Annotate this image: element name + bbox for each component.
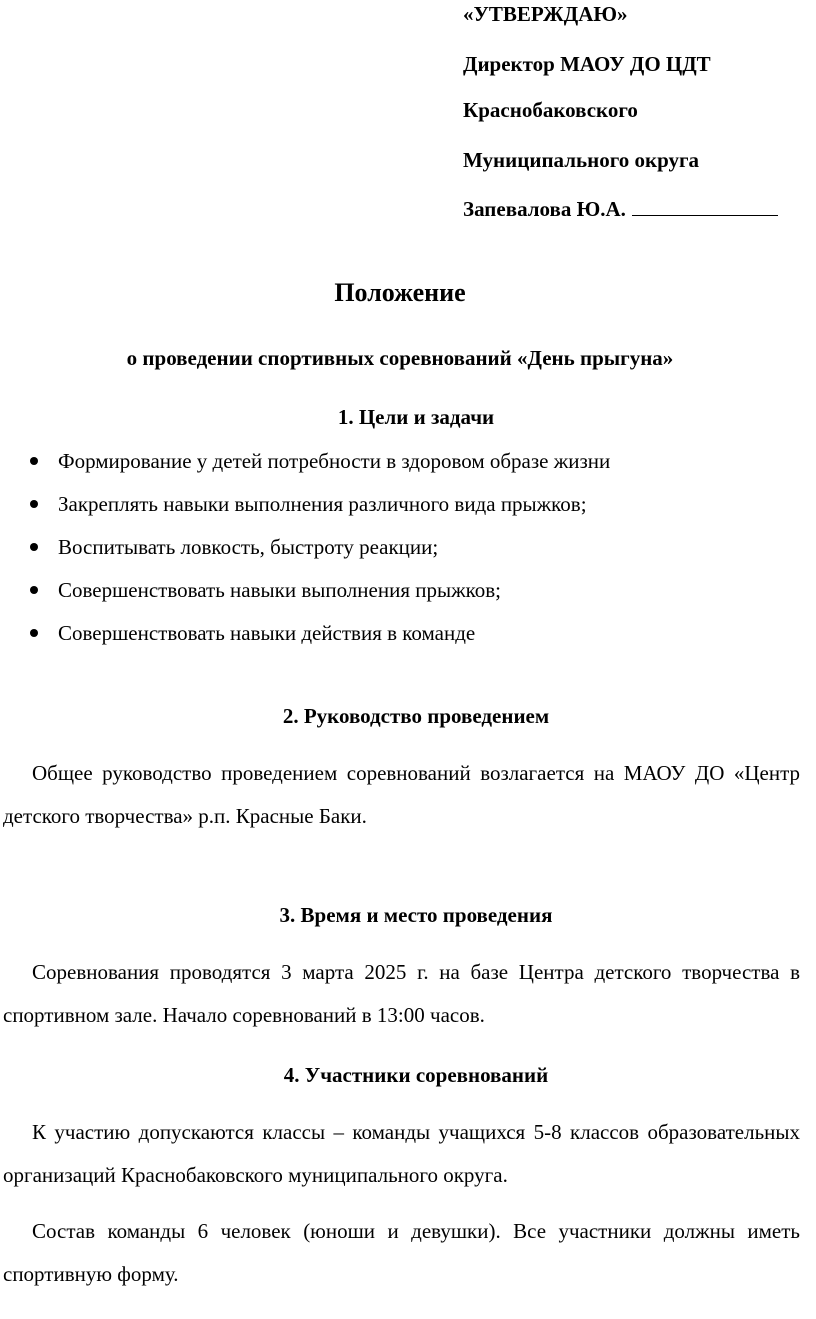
approval-stamp: «УТВЕРЖДАЮ» bbox=[463, 2, 628, 26]
approval-signatory: Запевалова Ю.А. bbox=[463, 197, 626, 221]
bullet-icon bbox=[30, 586, 38, 594]
list-item: Воспитывать ловкость, быстроту реакции; bbox=[30, 535, 438, 560]
paragraph-time-place: Соревнования проводятся 3 марта 2025 г. на базе Центра детского творчества в спортивном зале. Начало соревнований в 13:00 часов. bbox=[3, 960, 800, 1027]
approval-position: Директор МАОУ ДО ЦДТ bbox=[463, 52, 711, 76]
list-item: Совершенствовать навыки выполнения прыжков; bbox=[30, 578, 501, 603]
bullet-icon bbox=[30, 629, 38, 637]
list-item: Формирование у детей потребности в здоровом образе жизни bbox=[30, 449, 610, 474]
bullet-icon bbox=[30, 457, 38, 465]
approval-org-line1: Краснобаковского bbox=[463, 98, 638, 122]
section-heading-time-place: 3. Время и место проведения bbox=[279, 903, 553, 927]
paragraph-management: Общее руководство проведением соревнований возлагается на МАОУ ДО «Центр детского творчества» р.п. Красные Баки. bbox=[3, 761, 800, 828]
list-item: Совершенствовать навыки действия в команде bbox=[30, 621, 475, 646]
approval-org-line2: Муниципального округа bbox=[463, 148, 700, 172]
section-heading-goals: 1. Цели и задачи bbox=[337, 405, 495, 429]
section-heading-management: 2. Руководство проведением bbox=[282, 704, 550, 728]
list-item: Закреплять навыки выполнения различного вида прыжков; bbox=[30, 492, 587, 517]
approval-signatory-row bbox=[463, 197, 778, 222]
document-title: Положение bbox=[334, 278, 466, 307]
paragraph-team-composition: Состав команды 6 человек (юноши и девушки). Все участники должны иметь спортивную форму. bbox=[3, 1219, 800, 1286]
paragraph-participants: К участию допускаются классы – команды учащихся 5-8 классов образовательных организаций Краснобаковского муниципального округа. bbox=[3, 1120, 800, 1187]
bullet-icon bbox=[30, 500, 38, 508]
signature-line bbox=[632, 197, 778, 216]
section-heading-participants: 4. Участники соревнований bbox=[283, 1063, 549, 1087]
bullet-icon bbox=[30, 543, 38, 551]
document-subtitle: о проведении спортивных соревнований «День прыгуна» bbox=[126, 346, 674, 370]
